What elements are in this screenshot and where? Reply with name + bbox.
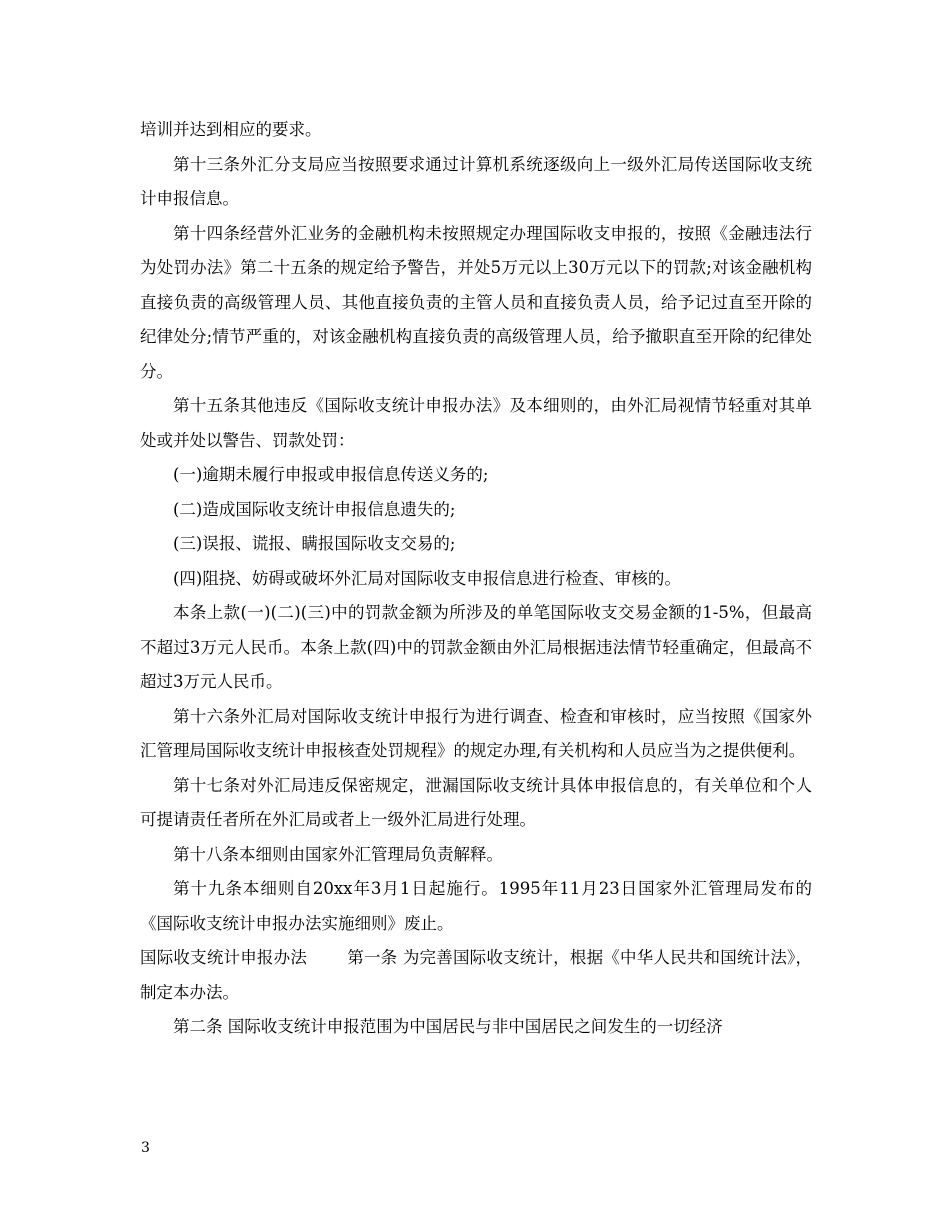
paragraph-article-13: 第十三条外汇分支局应当按照要求通过计算机系统逐级向上一级外汇局传送国际收支统计申报信息。: [140, 154, 812, 208]
paragraph-fine-amounts: 本条上款(一)(二)(三)中的罚款金额为所涉及的单笔国际收支交易金额的1-5%，但最高不超过3万元人民币。本条上款(四)中的罚款金额由外汇局根据违法情节轻重确定，但最高不超过3万元人民币。: [140, 603, 812, 691]
list-item-3: (三)误报、谎报、瞒报国际收支交易的;: [173, 534, 456, 553]
document-heading-inline: 国际收支统计申报办法: [140, 948, 308, 967]
document-body: [140, 113, 812, 1045]
paragraph-article-2: 第二条 国际收支统计申报范围为中国居民与非中国居民之间发生的一切经济: [173, 1017, 723, 1036]
list-item-2: (二)造成国际收支统计申报信息遗失的;: [173, 499, 456, 519]
paragraph-article-15: 第十五条其他违反《国际收支统计申报办法》及本细则的，由外汇局视情节轻重对其单处或并处以警告、罚款处罚：: [140, 396, 812, 450]
paragraph-continued-training: 培训并达到相应的要求。: [140, 120, 322, 139]
page-number: 3: [141, 1140, 150, 1156]
paragraph-article-1: 第一条 为完善国际收支统计，根据《中华人民共和国统计法》，制定本办法。: [140, 948, 813, 1002]
paragraph-article-19: 第十九条本细则自20xx年3月1日起施行。1995年11月23日国家外汇管理局发布的《国际收支统计申报办法实施细则》废止。: [140, 879, 812, 933]
paragraph-article-17: 第十七条对外汇局违反保密规定，泄漏国际收支统计具体申报信息的，有关单位和个人可提请责任者所在外汇局或者上一级外汇局进行处理。: [140, 775, 812, 829]
list-item-4: (四)阻挠、妨碍或破坏外汇局对国际收支申报信息进行检查、审核的。: [173, 568, 681, 588]
list-item-1: (一)逾期未履行申报或申报信息传送义务的;: [173, 465, 489, 484]
paragraph-new-document-start: [140, 941, 812, 1010]
paragraph-article-14: 第十四条经营外汇业务的金融机构未按照规定办理国际收支申报的，按照《金融违法行为处罚办法》第二十五条的规定给予警告，并处5万元以上30万元以下的罚款;对该金融机构直接负责的高级管理人员、其他直接负责的主管人员和直接负责人员，给予记过直至开除的纪律处分;情节严重的，对该金融机构直接负责的高级管理人员，给予撤职直至开除的纪律处分。: [140, 223, 812, 381]
paragraph-article-18: 第十八条本细则由国家外汇管理局负责解释。: [173, 844, 503, 864]
paragraph-article-16: 第十六条外汇局对国际收支统计申报行为进行调查、检查和审核时，应当按照《国家外汇管理局国际收支统计申报核查处罚规程》的规定办理,有关机构和人员应当为之提供便利。: [140, 706, 812, 760]
